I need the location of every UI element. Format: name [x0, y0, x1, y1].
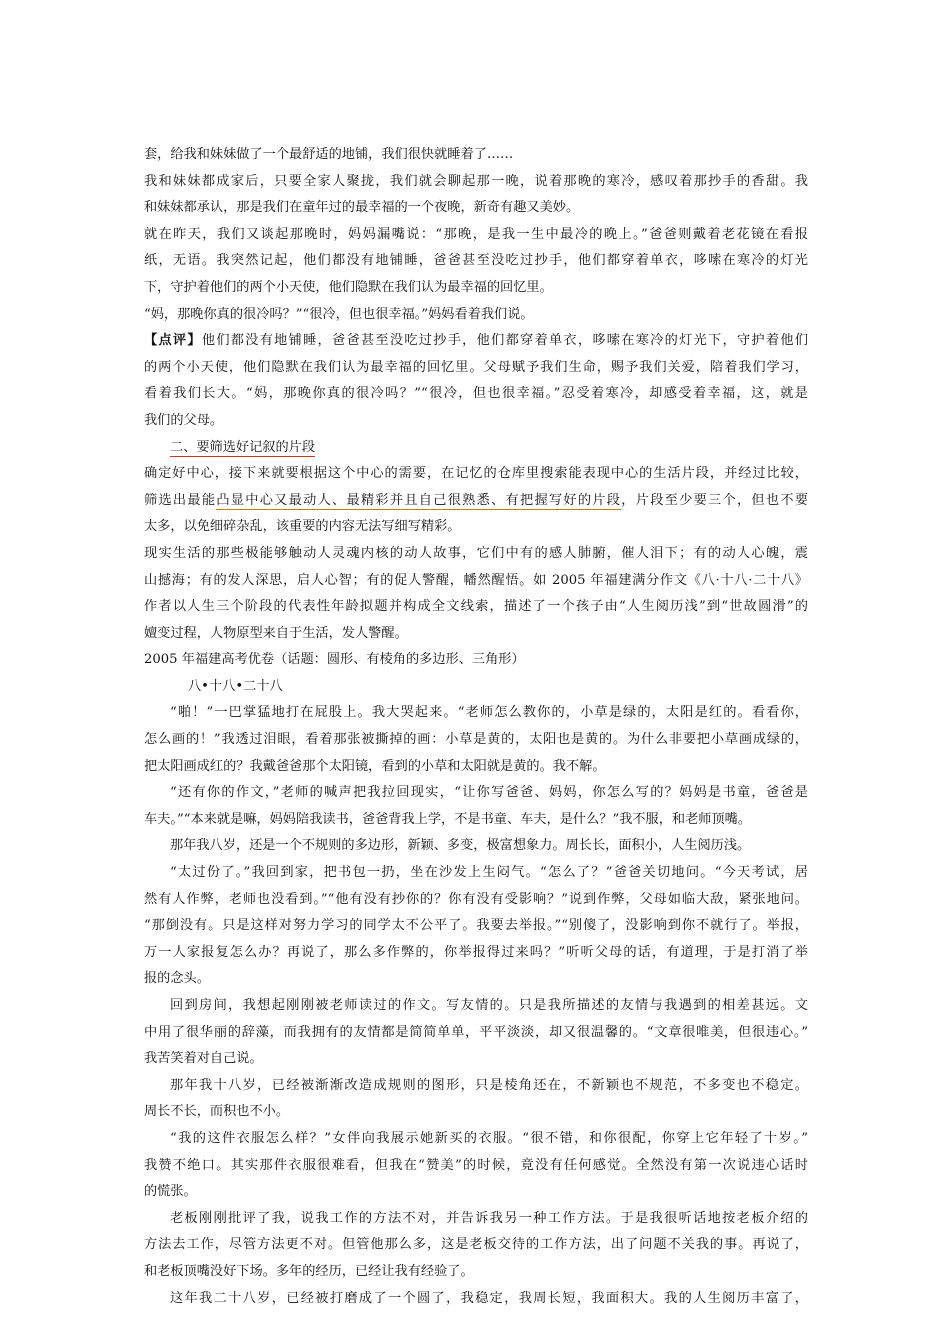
text-line	[144, 195, 808, 222]
text-line	[144, 541, 808, 568]
text-segment: 万一人家报复怎么办？再说了，那么多作弊的，你举报得过来吗？”听听父母的话，有道理，于是打消了举	[144, 944, 808, 960]
text-segment: 周长不长，而积也不小。	[144, 1104, 290, 1120]
text-segment: “我的这件衣服怎么样？”女伴向我展示她新买的衣服。“很不错，和你很配，你穿上它年轻了十岁。”	[170, 1130, 808, 1146]
text-segment: 这年我二十八岁，已经被打磨成了一个圆了，我稳定，我周长短，我面积大。我的人生阅历丰富了，	[170, 1290, 808, 1306]
text-line	[144, 461, 808, 488]
text-line	[144, 1259, 808, 1286]
text-line	[144, 1179, 808, 1206]
text-line	[144, 328, 808, 355]
text-segment: 和妹妹都承认，那是我们在童年过的最幸福的一个夜晚，新奇有趣又美妙。	[144, 200, 580, 216]
text-line	[144, 568, 808, 595]
document-page	[144, 142, 808, 1312]
underlined-phrase: 凸显中心又最动人、最精彩并且自己很熟悉、有把握写好的片段	[216, 492, 622, 508]
text-line	[144, 1073, 808, 1100]
text-line	[144, 674, 808, 701]
text-line	[144, 408, 808, 435]
text-segment: 作者以人生三个阶段的代表性年龄拟题并构成全文线索，描述了一个孩子由“人生阅历浅”到“世故圆滑”的	[144, 599, 808, 615]
text-segment: 套，给我和妹妹做了一个最舒适的地铺，我们很快就睡着了……	[144, 147, 514, 162]
text-line	[144, 381, 808, 408]
text-line	[144, 754, 808, 781]
text-segment: 现实生活的那些极能够触动人灵魂内核的动人故事，它们中有的感人肺腑，催人泪下；有的动人心魄，震	[144, 545, 808, 561]
text-segment: 方法去工作，尽管方法更不对。但管他那么多，这是老板交待的工作方法，出了问题不关我的事。再说了，	[144, 1237, 808, 1253]
text-segment: 下，守护着他们的两个小天使，他们隐默在我们认为最幸福的回忆里。	[144, 279, 553, 295]
text-line	[144, 833, 808, 860]
text-line	[144, 594, 808, 621]
text-line	[144, 248, 808, 275]
text-line	[144, 1099, 808, 1126]
text-line	[144, 887, 808, 914]
text-segment: “啪！”一巴掌猛地打在屁股上。我大哭起来。“老师怎么教你的，小草是绿的，太阳是红的。看看你，	[170, 705, 808, 721]
text-line	[144, 1126, 808, 1153]
text-line	[144, 860, 808, 887]
text-line	[144, 302, 808, 329]
text-segment: 太多，以免细碎杂乱，该重要的内容无法写细写精彩。	[144, 519, 461, 535]
text-segment: 那年我八岁，还是一个不规则的多边形，新颖、多变，极富想象力。周长长，面积小，人生阅历浅。	[170, 838, 751, 854]
text-line	[144, 993, 808, 1020]
text-segment: “那倒没有。只是这样对努力学习的同学太不公平了。我要去举报。”“别傻了，没影响到你不就行了。举报，	[144, 918, 808, 934]
text-line	[144, 621, 808, 648]
text-line	[144, 940, 808, 967]
text-line	[144, 807, 808, 834]
text-segment: 他们都没有地铺睡，爸爸甚至没吃过抄手，他们都穿着单衣，哆嗦在寒冷的灯光下，守护着他们	[201, 333, 808, 349]
text-line	[144, 727, 808, 754]
text-line	[144, 355, 808, 382]
text-segment: 筛选出最能	[144, 492, 217, 508]
text-line	[144, 514, 808, 541]
text-segment: 老板刚刚批评了我，说我工作的方法不对，并告诉我另一种工作方法。于是我很听话地按老板介绍的	[170, 1210, 808, 1226]
text-segment: 八•十八•二十八	[188, 678, 283, 694]
text-line	[144, 142, 808, 169]
text-segment: 我们的父母。	[144, 412, 224, 428]
text-line	[144, 222, 808, 249]
text-segment: 2005 年福建高考优卷（话题：圆形、有棱角的多边形、三角形）	[144, 652, 525, 668]
text-segment: 纸，无语。我突然记起，他们都没有地铺睡，爸爸甚至没吃过抄手，他们都穿着单衣，哆嗦在寒冷的灯光	[144, 253, 808, 269]
text-segment: 和老板顶嘴没好下场。多年的经历，已经让我有经验了。	[144, 1263, 474, 1279]
text-segment: 车夫。”“本来就是嘛，妈妈陪我读书，爸爸背我上学，不是书童、车夫，是什么？”我不服，和老师顶嘴。	[144, 811, 752, 827]
text-line	[144, 966, 808, 993]
text-segment: 把太阳画成红的？我戴爸爸那个太阳镜，看到的小草和太阳就是黄的。我不解。	[144, 758, 606, 774]
text-segment: 的两个小天使，他们隐默在我们认为最幸福的回忆里。父母赋予我们生命，赐予我们关爱，陪着我们学习，	[144, 359, 808, 375]
text-line	[144, 1286, 808, 1313]
text-segment: 山撼海；有的发人深思，启人心智；有的促人警醒，幡然醒悟。如 2005 年福建满分作文《八·十八·二十八》	[144, 572, 808, 588]
text-segment: 的慌张。	[144, 1184, 197, 1200]
text-line	[144, 1020, 808, 1047]
text-segment: “还有你的作文，”老师的喊声把我拉回现实，“让你写爸爸、妈妈，你怎么写的？妈妈是书童，爸爸是	[170, 785, 808, 801]
text-segment: 那年我十八岁，已经被渐渐改造成规则的图形，只是棱角还在，不新颖也不规范，不多变也不稳定。	[170, 1077, 808, 1093]
text-segment: 嬗变过程，人物原型来自于生活，发人警醒。	[144, 625, 408, 641]
text-line	[144, 1153, 808, 1180]
text-line	[144, 488, 808, 515]
text-segment: 我赞不绝口。其实那件衣服很难看，但我在“赞美”的时候，竟没有任何感觉。全然没有第一次说违心话时	[144, 1157, 808, 1173]
text-segment: 我和妹妹都成家后，只要全家人聚拢，我们就会聊起那一晚，说着那晚的寒冷，感叹着那抄手的香甜。我	[144, 173, 808, 189]
text-line	[144, 780, 808, 807]
text-segment: ，片段至少要三个，但也不要	[621, 492, 808, 508]
text-line	[144, 435, 808, 462]
comment-tag: 【点评】	[144, 333, 202, 349]
text-segment: 看着我们长大。“妈，那晚你真的很冷吗？”“很冷，但也很幸福。”忍受着寒冷，却感受着幸福，这，就是	[144, 386, 808, 402]
text-segment: 报的念头。	[144, 971, 210, 987]
text-segment: 然有人作弊，老师也没看到。”“他有没有抄你的？你有没有受影响？”说到作弊，父母如临大敌，紧张地问。	[144, 891, 808, 907]
text-segment: “妈，那晚你真的很冷吗？”“很冷，但也很幸福。”妈妈看着我们说。	[144, 306, 534, 322]
text-line	[144, 700, 808, 727]
text-segment: 我苦笑着对自己说。	[144, 1051, 263, 1067]
text-line	[144, 169, 808, 196]
text-line	[144, 647, 808, 674]
section-heading: 二、要筛选好记叙的片段	[170, 439, 316, 455]
text-segment: “太过份了。”我回到家，把书包一扔，坐在沙发上生闷气。“怎么了？”爸爸关切地问。“今天考试，居	[170, 865, 808, 881]
text-segment: 回到房间，我想起刚刚被老师读过的作文。写友情的。只是我所描述的友情与我遇到的相差甚远。文	[170, 998, 808, 1013]
text-line	[144, 1206, 808, 1233]
text-line	[144, 1046, 808, 1073]
text-segment: 怎么画的！”我透过泪眼，看着那张被撕掉的画：小草是黄的，太阳也是黄的。为什么非要把小草画成绿的，	[144, 732, 808, 748]
text-line	[144, 913, 808, 940]
text-line	[144, 1232, 808, 1259]
text-line	[144, 275, 808, 302]
text-segment: 中用了很华丽的辞藻，而我拥有的友情都是简简单单，平平淡淡，却又很温馨的。“文章很唯美，但很违心。”	[144, 1024, 808, 1040]
text-segment: 就在昨天，我们又谈起那晚时，妈妈漏嘴说：“那晚，是我一生中最冷的晚上。”爸爸则戴着老花镜在看报	[144, 226, 808, 242]
text-segment: 确定好中心，接下来就要根据这个中心的需要，在记忆的仓库里搜索能表现中心的生活片段，并经过比较，	[144, 466, 808, 482]
